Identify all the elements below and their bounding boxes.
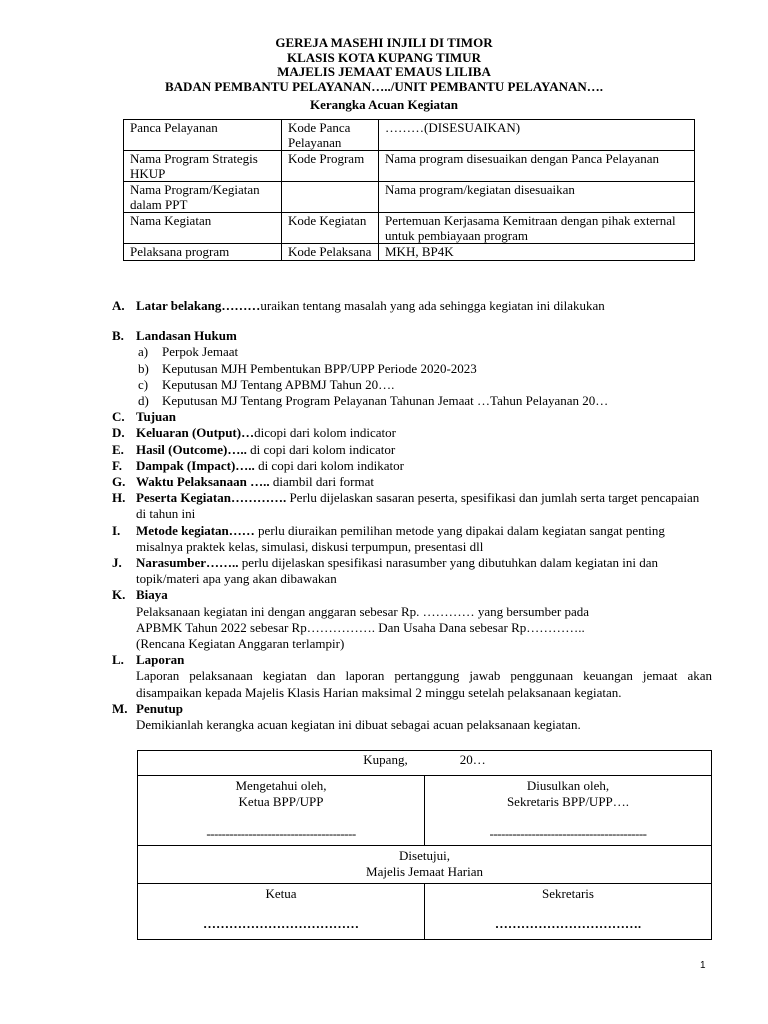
section-b: [112, 328, 712, 344]
header-line-2: KLASIS KOTA KUPANG TIMUR: [287, 49, 481, 65]
budget-line-1: Pelaksanaan kegiatan ini dengan anggaran sebesar Rp. ………… yang bersumber pada: [136, 603, 590, 619]
letterhead: [0, 36, 768, 94]
row-value: Nama program/kegiatan disesuaikan: [379, 182, 695, 213]
section-j: J. Narasumber…….. perlu dijelaskan spesifikasi narasumber yang dibutuhkan dalam kegiatan ini dan topik/materi apa yang akan dibawakan: [112, 555, 659, 587]
proposed-by-cell: Diusulkan oleh, Sekretaris BPP/UPP…. -----------------------------------------: [425, 776, 712, 846]
section-title: Latar belakang………: [136, 298, 261, 313]
table-row: [124, 213, 695, 244]
signature-line: ---------------------------------------: [206, 826, 356, 841]
row-code-label: Kode Panca Pelayanan: [282, 120, 379, 151]
row-label: Nama Kegiatan: [124, 213, 282, 244]
section-h: H. Peserta Kegiatan…………. Perlu dijelaskan sasaran peserta, spesifikasi dan jumlah serta target pencapaian di tahun ini: [112, 490, 700, 522]
header-line-3: MAJELIS JEMAAT EMAUS LILIBA: [277, 64, 491, 79]
section-m: M. Penutup: [112, 700, 183, 716]
row-value: Nama program disesuaikan dengan Panca Pelayanan: [379, 151, 695, 182]
row-value: MKH, BP4K: [379, 244, 695, 261]
section-f: F. Dampak (Impact)….. di copi dari kolom indikator: [112, 457, 404, 473]
section-text: uraikan tentang masalah yang ada sehingga kegiatan ini dilakukan: [260, 298, 605, 313]
budget-line-3: (Rencana Kegiatan Anggaran terlampir): [136, 636, 345, 652]
document-title: Kerangka Acuan Kegiatan: [309, 97, 459, 112]
list-item: d) Keputusan MJ Tentang Program Pelayanan Tahunan Jemaat …Tahun Pelayanan 20…: [138, 393, 609, 409]
header-line-1: GEREJA MASEHI INJILI DI TIMOR: [275, 35, 493, 50]
place-date: Kupang, 20…: [138, 751, 712, 776]
page-number: 1: [700, 960, 706, 971]
signature-line: …………………………….: [494, 916, 642, 931]
table-row: [124, 151, 695, 182]
section-l: L. Laporan: [112, 652, 185, 668]
header-line-4: BADAN PEMBANTU PELAYANAN…../UNIT PEMBANTU PELAYANAN….: [164, 78, 604, 94]
row-code-label: Kode Pelaksana: [282, 244, 379, 261]
row-value: ………(DISESUAIKAN): [379, 120, 695, 151]
section-k: K. Biaya: [112, 587, 168, 603]
row-value: Pertemuan Kerjasama Kemitraan dengan pihak external untuk pembiayaan program: [379, 213, 695, 244]
signature-line: ………………………………: [203, 916, 359, 931]
section-letter: A.: [112, 298, 125, 313]
row-code-label: Kode Program: [282, 151, 379, 182]
program-info-table: [123, 119, 695, 261]
section-g: G. Waktu Pelaksanaan ….. diambil dari format: [112, 474, 374, 490]
row-label: Pelaksana program: [124, 244, 282, 261]
acknowledged-by-cell: Mengetahui oleh, Ketua BPP/UPP ---------------------------------------: [138, 776, 425, 846]
report-paragraph: Laporan pelaksanaan kegiatan dan laporan pertanggung jawab penggunaan keuangan jemaat akan disampaikan kepada Majelis Klasis Harian maksimal 2 minggu setelah pelaksanaan kegiatan.: [136, 668, 712, 700]
signature-table: [137, 750, 712, 940]
table-row: [124, 120, 695, 151]
row-label: Panca Pelayanan: [124, 120, 282, 151]
signature-line: -----------------------------------------: [489, 826, 647, 841]
section-e: E. Hasil (Outcome)….. di copi dari kolom indicator: [112, 441, 396, 457]
closing-paragraph: Demikianlah kerangka acuan kegiatan ini dibuat sebagai acuan pelaksanaan kegiatan.: [136, 717, 581, 733]
list-item: a) Perpok Jemaat: [138, 344, 239, 360]
document-body: [112, 298, 712, 733]
table-row: [124, 244, 695, 261]
chair-signature-cell: Ketua ………………………………: [138, 884, 425, 940]
budget-line-2: APBMK Tahun 2022 sebesar Rp……………. Dan Usaha Dana sebesar Rp…………..: [136, 619, 585, 635]
row-code-label: [282, 182, 379, 213]
table-row: [124, 182, 695, 213]
approved-by-cell: Disetujui, Majelis Jemaat Harian: [138, 846, 712, 884]
section-title: Tujuan: [136, 409, 176, 425]
row-code-label: Kode Kegiatan: [282, 213, 379, 244]
section-a: [112, 298, 712, 314]
row-label: Nama Program Strategis HKUP: [124, 151, 282, 182]
section-title: Landasan Hukum: [136, 328, 237, 344]
section-c: C. Tujuan: [112, 409, 712, 425]
list-item: c) Keputusan MJ Tentang APBMJ Tahun 20….: [138, 376, 395, 392]
section-letter: B.: [112, 328, 124, 344]
section-d: D. Keluaran (Output)…dicopi dari kolom indicator: [112, 425, 396, 441]
row-label: Nama Program/Kegiatan dalam PPT: [124, 182, 282, 213]
secretary-signature-cell: Sekretaris …………………………….: [425, 884, 712, 940]
list-item: b) Keputusan MJH Pembentukan BPP/UPP Periode 2020-2023: [138, 360, 477, 376]
section-i: I. Metode kegiatan…… perlu diuraikan pemilihan metode yang dipakai dalam kegiatan sangat penting misalnya praktek kelas, simulasi, diskusi terpumpun, presentasi dll: [112, 522, 665, 554]
